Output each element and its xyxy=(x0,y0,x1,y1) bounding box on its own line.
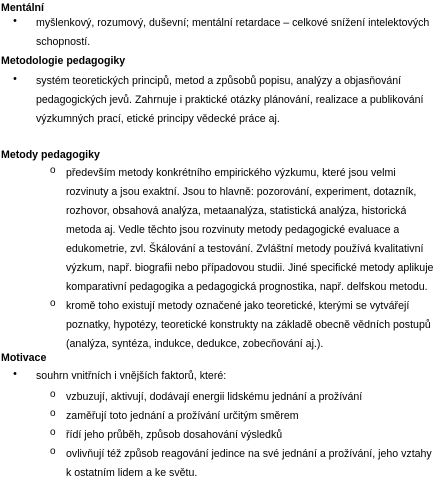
list-item-line: kromě toho existují metody označené jako teoretické, kterými se vytvářejí xyxy=(66,300,410,312)
list-item-line: systém teoretických principů, metod a způsobů popisu, analýzy a objasňování xyxy=(36,75,402,87)
list-item-line: (analýza, syntéza, indukce, dedukce, zobecňování aj.). xyxy=(66,338,324,350)
list-item-line: zaměřují toto jednání a prožívání určitým směrem xyxy=(66,410,299,422)
bullet: • xyxy=(13,73,17,85)
sub-bullet: o xyxy=(50,389,56,400)
bullet: • xyxy=(13,15,17,27)
list-item-line: především metody konkrétního empirického výzkumu, které jsou velmi xyxy=(66,167,396,179)
heading-motivace: Motivace xyxy=(1,352,47,364)
list-item-line: vzbuzují, aktivují, dodávají energii lidskému jednání a prožívání xyxy=(66,391,363,403)
sub-bullet: o xyxy=(50,165,56,176)
list-item-line: schopností. xyxy=(36,36,91,48)
list-item-line: metoda aj. Vedle těchto jsou rozvinuty metody pedagogické evaluace a xyxy=(66,224,400,236)
list-item-line: pedagogických jevů. Zahrnuje i praktické otázky plánování, realizace a publikování xyxy=(36,94,424,106)
list-item-line: edukometrie, zvl. Škálování a testování. Zvláštní metody používá kvalitativní xyxy=(66,243,424,255)
list-item-line: komparativní pedagogika a pedagogická prognostika, např. delfskou metodu. xyxy=(66,281,428,293)
sub-bullet: o xyxy=(50,446,56,457)
list-item-line: poznatky, hypotézy, teoretické konstrukty na základě obecně vědních postupů xyxy=(66,319,431,331)
heading-metody-pedagogiky: Metody pedagogiky xyxy=(1,149,100,161)
list-item-line: výzkumných prací, etické principy vědecké práce aj. xyxy=(36,113,280,125)
list-item-line: rozhovor, obsahová analýza, metaanalýza, statistická analýza, historická xyxy=(66,205,407,217)
bullet: • xyxy=(13,368,17,380)
list-item-line: výzkum, např. biografii nebo případovou studii. Jiné specifické metody aplikuje xyxy=(66,262,434,274)
sub-bullet: o xyxy=(50,298,56,309)
heading-mentalni: Mentální xyxy=(1,2,44,14)
list-item-line: k ostatním lidem a ke světu. xyxy=(66,467,198,479)
list-item-line: rozvinuty a jsou exaktní. Jsou to hlavně: pozorování, experiment, dotazník, xyxy=(66,186,417,198)
sub-bullet: o xyxy=(50,408,56,419)
list-item-line: řídí jeho průběh, způsob dosahování výsledků xyxy=(66,429,283,441)
heading-metodologie-pedagogiky: Metodologie pedagogiky xyxy=(1,55,126,67)
list-item-line: ovlivňují též způsob reagování jedince na své jednání a prožívání, jeho vztahy xyxy=(66,448,432,460)
sub-bullet: o xyxy=(50,427,56,438)
list-item-line: myšlenkový, rozumový, duševní; mentální retardace – celkové snížení intelektových xyxy=(36,17,430,29)
list-item-line: souhrn vnitřních i vnějších faktorů, které: xyxy=(36,370,227,382)
